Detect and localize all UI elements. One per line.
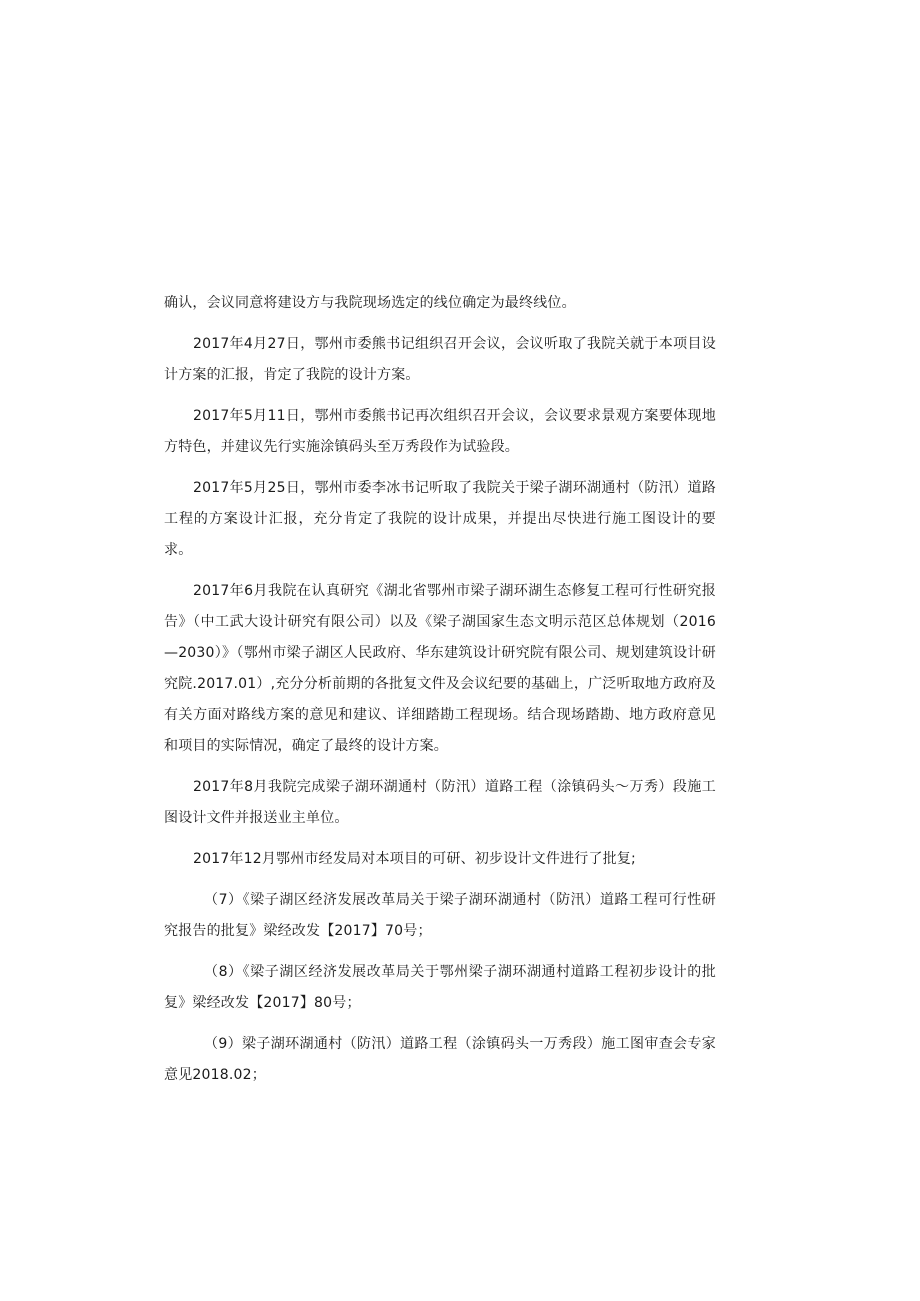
paragraph-2: 2017年4月27日，鄂州市委熊书记组织召开会议，会议听取了我院关就于本项目设计方案的汇报，肯定了我院的设计方案。 [164,336,716,383]
document-page [164,288,716,1101]
reference-item-9: （9）梁子湖环湖通村（防汛）道路工程（涂镇码头一万秀段）施工图审查会专家意见2018.02； [164,1036,716,1083]
paragraph-1: 确认，会议同意将建设方与我院现场选定的线位确定为最终线位。 [164,295,576,311]
paragraph-4: 2017年5月25日，鄂州市委李冰书记听取了我院关于梁子湖环湖通村（防汛）道路工程的方案设计汇报，充分肯定了我院的设计成果，并提出尽快进行施工图设计的要求。 [164,480,716,558]
paragraph-3: 2017年5月11日，鄂州市委熊书记再次组织召开会议，会议要求景观方案要体现地方特色，并建议先行实施涂镇码头至万秀段作为试验段。 [164,408,716,455]
reference-item-8: （8）《梁子湖区经济发展改革局关于鄂州梁子湖环湖通村道路工程初步设计的批复》梁经改发【2017】80号； [164,964,716,1011]
paragraph-6: 2017年8月我院完成梁子湖环湖通村（防汛）道路工程（涂镇码头～万秀）段施工图设计文件并报送业主单位。 [164,779,716,826]
paragraph-7: 2017年12月鄂州市经发局对本项目的可研、初步设计文件进行了批复; [193,851,636,867]
paragraph-5: 2017年6月我院在认真研究《湖北省鄂州市梁子湖环湖生态修复工程可行性研究报告》（中工武大设计研究有限公司）以及《梁子湖国家生态文明示范区总体规划（2016—2030）》（鄂州市梁子湖区人民政府、华东建筑设计研究院有限公司、规划建筑设计研究院.2017.01）,充分分析前期的各批复文件及会议纪要的基础上，广泛听取地方政府及有关方面对路线方案的意见和建议、详细踏勘工程现场。结合现场踏勘、地方政府意见和项目的实际情况，确定了最终的设计方案。 [164,583,716,754]
reference-item-7: （7）《梁子湖区经济发展改革局关于梁子湖环湖通村（防汛）道路工程可行性研究报告的批复》梁经改发【2017】70号； [164,892,716,939]
